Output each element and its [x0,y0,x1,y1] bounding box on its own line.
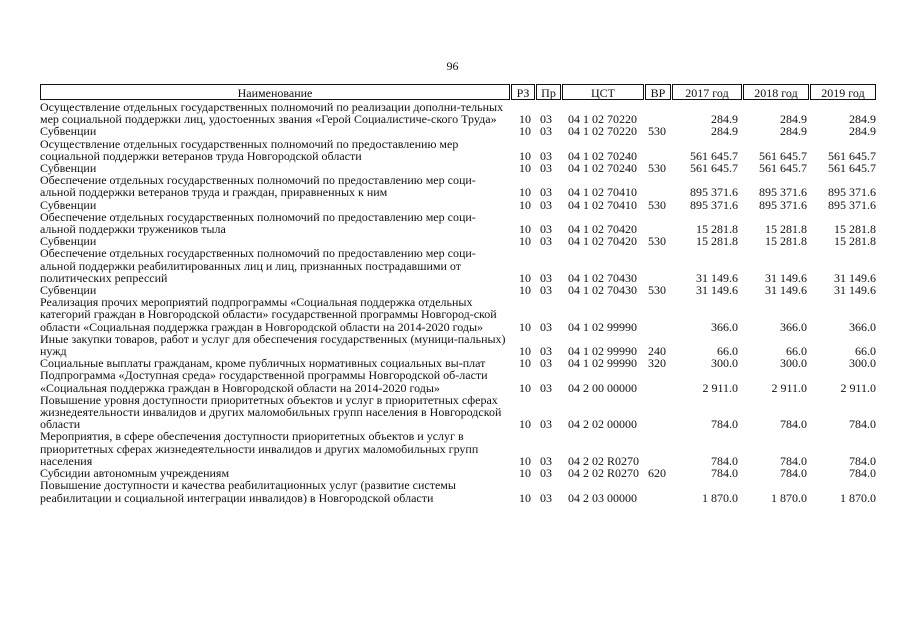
row-cst: 04 1 02 70220 [568,112,637,127]
row-rz: 10 [519,270,531,285]
row-rz: 10 [519,161,531,176]
row-vr: 240 [648,344,666,359]
row-2017: 895 371.6 [690,197,738,212]
row-2017: 895 371.6 [690,185,738,200]
row-rz: 10 [519,112,531,127]
row-2018: 895 371.6 [759,197,807,212]
table-body [40,101,880,504]
row-2019: 1 870.0 [840,490,876,505]
row-pr: 03 [540,356,552,371]
row-2017: 284.9 [711,112,738,127]
row-2019: 895 371.6 [828,185,876,200]
table-row [40,247,880,284]
row-cst: 04 1 02 70420 [568,234,637,249]
row-2018: 31 149.6 [765,270,807,285]
row-2019: 31 149.6 [834,283,876,298]
row-cst: 04 1 02 70410 [568,185,637,200]
row-cst: 04 2 00 00000 [568,380,637,395]
header-pr: Пр [536,84,561,100]
row-rz: 10 [519,124,531,139]
row-2018: 300.0 [780,356,807,371]
row-2019: 2 911.0 [840,380,876,395]
row-name: Мероприятия, в сфере обеспечения доступности приоритетных объектов и услуг в приоритетных сферах жизнедеятельности инвалидов и других маломобильных групп населения [40,429,479,468]
row-pr: 03 [540,222,552,237]
row-2019: 300.0 [849,356,876,371]
row-pr: 03 [540,417,552,432]
row-2017: 784.0 [711,417,738,432]
table-row [40,199,880,211]
row-2018: 15 281.8 [765,234,807,249]
row-vr: 530 [648,197,666,212]
row-name: Реализация прочих мероприятий подпрограммы «Социальная поддержка отдельных категорий граждан в Новгородской области» государственной программы Новгород-ской области «Социальная поддержка граждан в Новгородской области на 2014-2020 годы» [40,295,497,334]
row-2017: 366.0 [711,319,738,334]
row-pr: 03 [540,490,552,505]
row-name: Субвенции [40,234,97,249]
row-pr: 03 [540,161,552,176]
row-cst: 04 1 02 99990 [568,344,637,359]
row-2019: 784.0 [849,453,876,468]
row-cst: 04 2 02 00000 [568,417,637,432]
row-rz: 10 [519,344,531,359]
table-row [40,369,880,393]
row-2017: 784.0 [711,453,738,468]
row-pr: 03 [540,148,552,163]
row-rz: 10 [519,148,531,163]
row-name: Обеспечение отдельных государственных полномочий по предоставлению мер соци-альной поддержки тружеников тыла [40,209,476,237]
row-2017: 66.0 [717,344,738,359]
row-2018: 15 281.8 [765,222,807,237]
row-2017: 15 281.8 [696,222,738,237]
row-2018: 784.0 [780,417,807,432]
table-row [40,138,880,162]
table-row [40,394,880,431]
row-cst: 04 1 02 70430 [568,270,637,285]
row-2017: 561 645.7 [690,148,738,163]
row-name: Субвенции [40,283,97,298]
header-vr: ВР [645,84,671,100]
row-pr: 03 [540,380,552,395]
row-rz: 10 [519,283,531,298]
row-2017: 2 911.0 [702,380,738,395]
row-cst: 04 1 02 70420 [568,222,637,237]
row-rz: 10 [519,453,531,468]
row-rz: 10 [519,222,531,237]
row-2019: 15 281.8 [834,222,876,237]
header-2017: 2017 год [672,84,742,100]
row-name: Осуществление отдельных государственных полномочий по предоставлению мер социальной поддержки ветеранов труда Новгородской области [40,136,459,163]
row-name: Повышение уровня доступности приоритетных объектов и услуг в приоритетных сферах жизнедеятельности инвалидов и других маломобильных групп населения в Новгородской области [40,392,502,432]
table-header [40,84,876,100]
row-pr: 03 [540,283,552,298]
table-row [40,430,880,467]
row-2017: 15 281.8 [696,234,738,249]
row-rz: 10 [519,197,531,212]
row-2017: 284.9 [711,124,738,139]
row-pr: 03 [540,185,552,200]
row-2018: 284.9 [780,112,807,127]
row-2018: 561 645.7 [759,148,807,163]
row-name: Субвенции [40,197,97,212]
row-2018: 1 870.0 [771,490,807,505]
row-2018: 284.9 [780,124,807,139]
row-2017: 561 645.7 [690,161,738,176]
row-cst: 04 2 02 R0270 [568,453,640,468]
table-row [40,174,880,198]
row-name: Осуществление отдельных государственных полномочий по реализации дополни-тельных мер социальной поддержки лиц, удостоенных звания «Герой Социалистиче-ского Труда» [40,100,504,127]
row-rz: 10 [519,417,531,432]
row-name: Субвенции [40,161,97,176]
row-name: Субсидии автономным учреждениям [40,466,230,481]
row-vr: 320 [648,356,666,371]
header-rz: РЗ [511,84,535,100]
row-cst: 04 1 02 99990 [568,356,637,371]
header-2019: 2019 год [810,84,876,100]
row-2019: 366.0 [849,319,876,334]
row-rz: 10 [519,234,531,249]
row-2018: 895 371.6 [759,185,807,200]
row-2019: 895 371.6 [828,197,876,212]
header-name: Наименование [40,84,510,100]
row-name: Субвенции [40,124,97,139]
row-pr: 03 [540,453,552,468]
row-2018: 784.0 [780,466,807,481]
header-cst: ЦСТ [562,84,644,100]
table-row [40,125,880,137]
row-pr: 03 [540,319,552,334]
row-2019: 561 645.7 [828,148,876,163]
row-2017: 300.0 [711,356,738,371]
table-row [40,211,880,235]
row-2018: 66.0 [786,344,807,359]
row-2018: 561 645.7 [759,161,807,176]
row-pr: 03 [540,112,552,127]
row-pr: 03 [540,197,552,212]
row-pr: 03 [540,234,552,249]
row-2019: 561 645.7 [828,161,876,176]
page-number: 96 [446,59,459,73]
row-2017: 31 149.6 [696,283,738,298]
row-pr: 03 [540,466,552,481]
table-row [40,101,880,125]
row-rz: 10 [519,356,531,371]
row-vr: 620 [648,466,666,481]
row-name: Социальные выплаты гражданам, кроме публичных нормативных социальных вы-плат [40,356,486,371]
row-name: Подпрограмма «Доступная среда» государственной программы Новгородской об-ласти «Социальная поддержка граждан в Новгородской области на 2014-2020 годы» [40,368,488,395]
row-name: Обеспечение отдельных государственных полномочий по предоставлению мер соци-альной поддержки реабилитированных лиц и лиц, признанных пострадавшими от политических репрессий [40,246,476,285]
row-name: Обеспечение отдельных государственных полномочий по предоставлению мер соци-альной поддержки ветеранов труда и граждан, приравненных к ним [40,173,476,200]
row-pr: 03 [540,124,552,139]
row-2018: 784.0 [780,453,807,468]
row-cst: 04 1 02 99990 [568,319,637,334]
row-2019: 284.9 [849,124,876,139]
row-2017: 31 149.6 [696,270,738,285]
row-2018: 31 149.6 [765,283,807,298]
row-pr: 03 [540,344,552,359]
table-row [40,479,880,503]
row-cst: 04 2 02 R0270 [568,466,640,481]
table-row [40,296,880,333]
row-vr: 530 [648,124,666,139]
row-pr: 03 [540,270,552,285]
row-vr: 530 [648,283,666,298]
table-row [40,333,880,357]
row-2019: 784.0 [849,417,876,432]
row-cst: 04 1 02 70430 [568,283,637,298]
row-rz: 10 [519,185,531,200]
row-cst: 04 1 02 70240 [568,161,637,176]
row-cst: 04 2 03 00000 [568,490,637,505]
row-rz: 10 [519,466,531,481]
row-2018: 366.0 [780,319,807,334]
row-cst: 04 1 02 70410 [568,197,637,212]
row-2019: 66.0 [855,344,876,359]
row-2018: 2 911.0 [771,380,807,395]
header-2018: 2018 год [743,84,809,100]
row-2019: 31 149.6 [834,270,876,285]
row-name: Иные закупки товаров, работ и услуг для обеспечения государственных (муници-пальных) нужд [40,331,506,359]
row-2017: 784.0 [711,466,738,481]
row-2019: 284.9 [849,112,876,127]
row-cst: 04 1 02 70220 [568,124,637,139]
row-rz: 10 [519,380,531,395]
row-rz: 10 [519,319,531,334]
row-vr: 530 [648,234,666,249]
row-cst: 04 1 02 70240 [568,148,637,163]
row-2019: 15 281.8 [834,234,876,249]
row-name: Повышение доступности и качества реабилитационных услуг (развитие системы реабилитации и социальной интеграции инвалидов) в Новгородской области [40,478,456,505]
row-2017: 1 870.0 [702,490,738,505]
row-rz: 10 [519,490,531,505]
row-vr: 530 [648,161,666,176]
row-2019: 784.0 [849,466,876,481]
